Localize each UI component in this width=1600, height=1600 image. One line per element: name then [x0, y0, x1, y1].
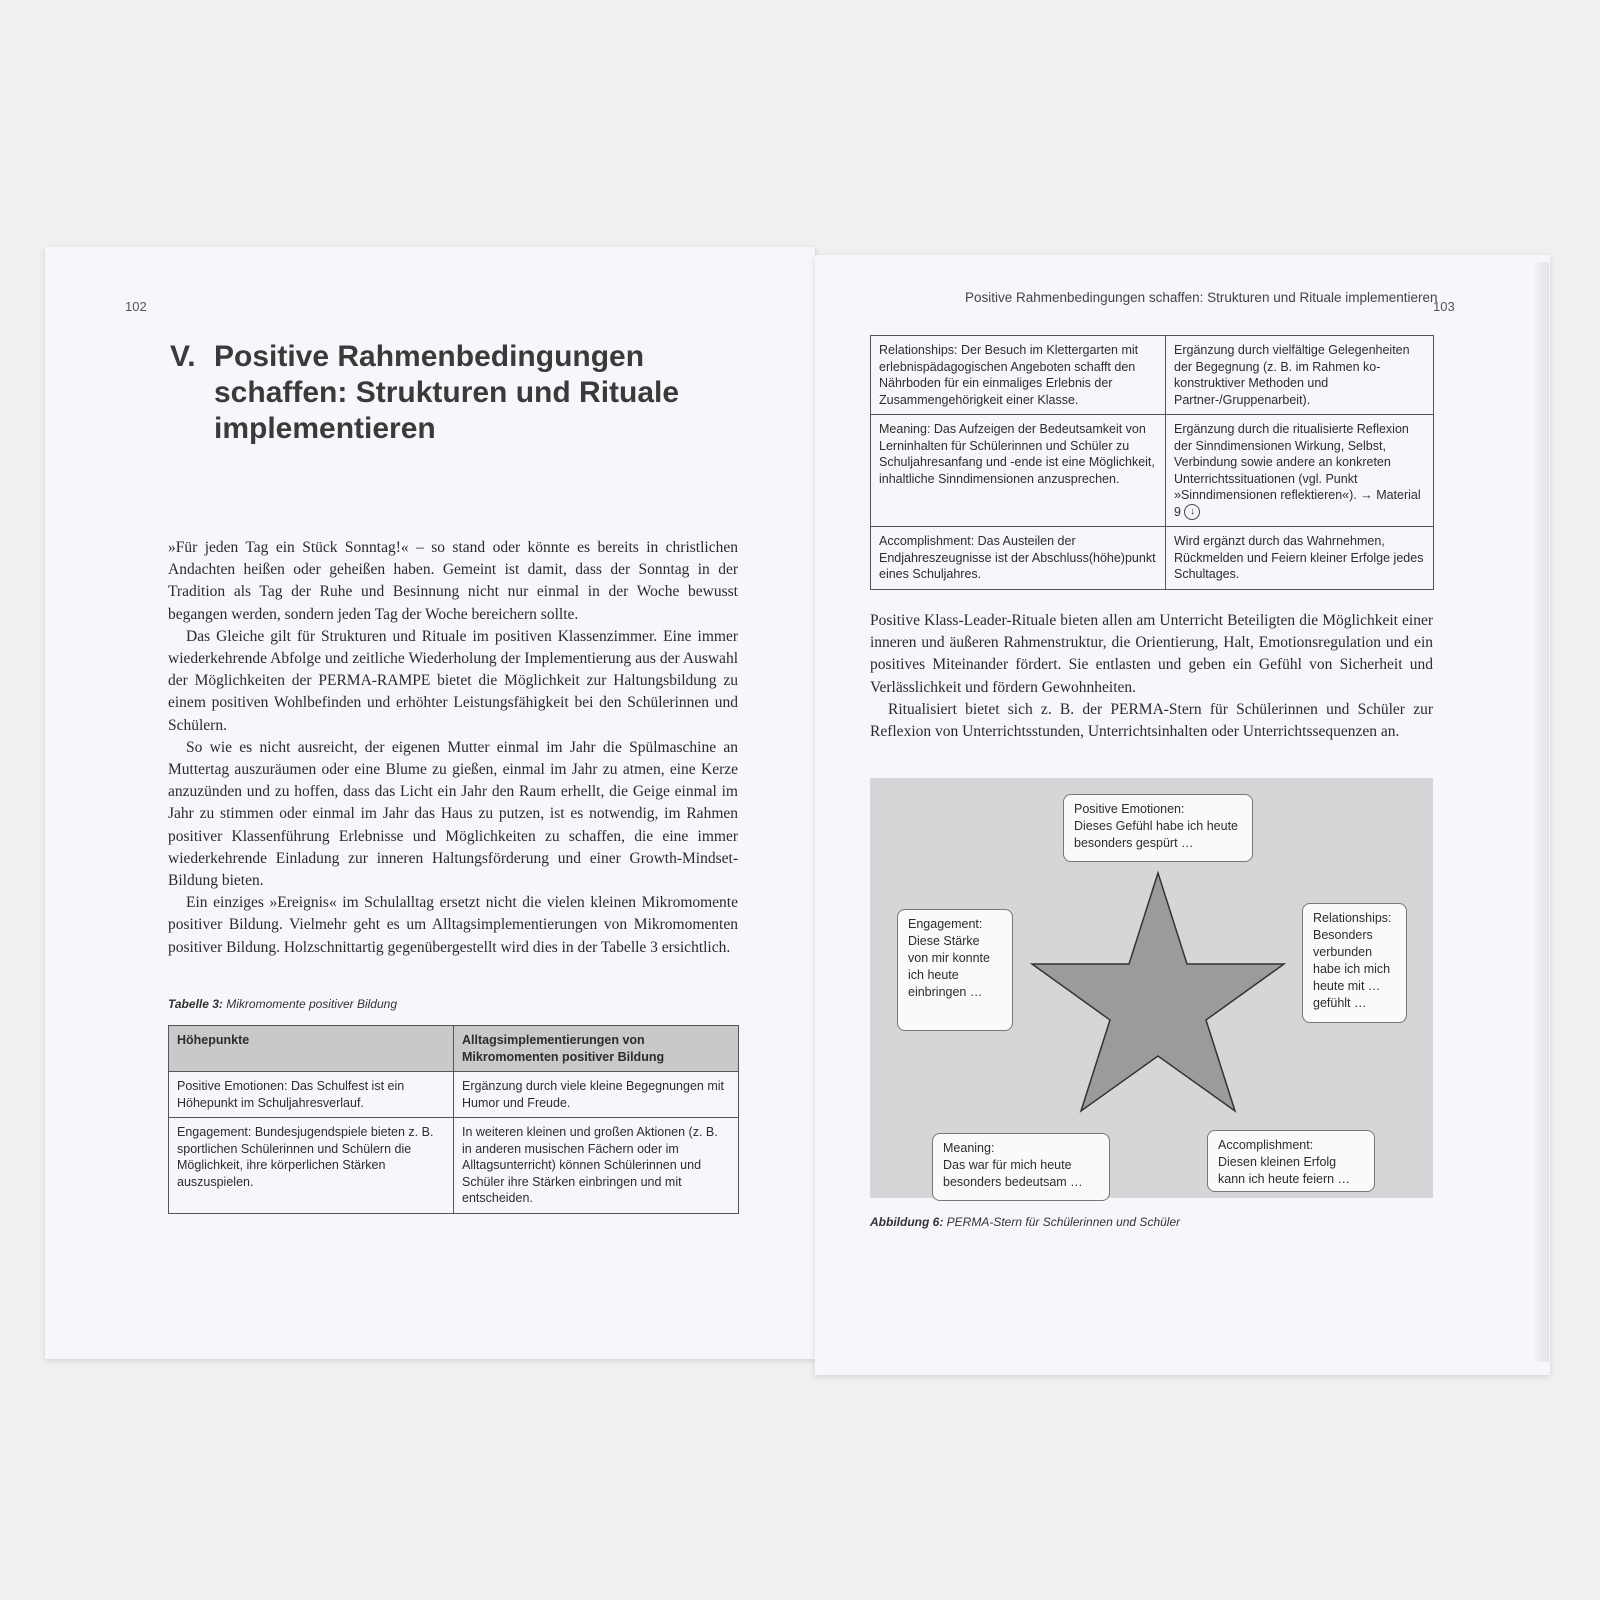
- page-edge-right: [1535, 262, 1549, 1362]
- table-header-row: [169, 1026, 739, 1072]
- paragraph: »Für jeden Tag ein Stück Sonntag!« – so stand oder könnte es bereits in christlichen Andachten heißen oder geheißen haben. Gemeint ist damit, dass der Sonntag in der Tradition als Tag der Ruhe und Besinnung nicht nur einmal in der Woche bewusst begangen werden, sondern jeden Tag der Woche bereichern sollte.: [168, 539, 738, 623]
- page-number-right: 103: [1433, 299, 1455, 314]
- table-cell: Relationships: Der Besuch im Klettergarten mit erlebnispädagogischen Angeboten schafft den Nährboden für ein einmaliges Erlebnis der Zusammengehörigkeit einer Klasse.: [871, 336, 1166, 415]
- bubble-accomplishment: [1207, 1130, 1375, 1192]
- table-row: [169, 1072, 739, 1118]
- paragraph: So wie es nicht ausreicht, der eigenen Mutter einmal im Jahr die Spülmaschine an Muttertag auszuräumen oder eine Blume zu gießen, einmal im Jahr zu atmen, eine Kerze anzuzünden und zu hoffen, dass das Licht ein Jahr den Raum erhellt, die Geige einmal im Jahr zu stimmen oder einmal im Jahr das Haus zu putzen, ist es notwendig, im Rahmen positiver Klassenführung Erlebnisse und Möglichkeiten zu schaffen, die eine immer wiederkehrende Einladung zur inneren Haltungsförderung und einer Growth-Mindset-Bildung bieten.: [168, 738, 738, 890]
- table-caption-label: Tabelle 3:: [168, 997, 223, 1011]
- table-cell: [1166, 415, 1434, 527]
- table-header: Höhepunkte: [169, 1026, 454, 1072]
- paragraph: Ritualisiert bietet sich z. B. der PERMA-Stern für Schülerinnen und Schüler zur Reflexion von Unterrichtsstunden, Unterrichtsinhalten oder Unterrichtssequenzen an.: [870, 700, 1433, 741]
- perma-star-figure: [870, 778, 1433, 1198]
- bubble-meaning: [932, 1133, 1110, 1201]
- table-caption-text: Mikromomente positiver Bildung: [226, 997, 398, 1011]
- star-shape: [1032, 873, 1284, 1111]
- table-row: [169, 1118, 739, 1214]
- table-cell: Engagement: Bundesjugendspiele bieten z. B. sportlichen Schülerinnen und Schülern die Möglichkeit, ihre körperlichen Stärken auszuspielen.: [169, 1118, 454, 1214]
- right-page: [815, 255, 1550, 1375]
- bubble-positive-emotions: [1063, 794, 1253, 862]
- bubble-label: Engagement:: [908, 917, 983, 931]
- bubble-text: Besonders verbunden habe ich mich heute mit … gefühlt …: [1313, 928, 1391, 1010]
- table-cell: Ergänzung durch vielfältige Gelegenheiten der Begegnung (z. B. im Rahmen ko-konstruktiver Methoden und Partner-/Gruppenarbeit).: [1166, 336, 1434, 415]
- table-cell: Ergänzung durch viele kleine Begegnungen mit Humor und Freude.: [454, 1072, 739, 1118]
- chapter-heading: [170, 339, 730, 447]
- download-icon[interactable]: ↓: [1184, 504, 1200, 520]
- bubble-text: Diesen kleinen Erfolg kann ich heute feiern …: [1218, 1155, 1351, 1186]
- figure-caption-text: PERMA-Stern für Schülerinnen und Schüler: [946, 1215, 1181, 1229]
- bubble-text: Dieses Gefühl habe ich heute besonders gespürt …: [1074, 819, 1238, 850]
- left-body-text: [168, 537, 738, 959]
- table-cell: Meaning: Das Aufzeigen der Bedeutsamkeit von Lerninhalten für Schülerinnen und Schüler zu Schuljahresanfang und -ende ist eine Möglichkeit, inhaltliche Sinndimensionen anzusprechen.: [871, 415, 1166, 527]
- table-cell: Wird ergänzt durch das Wahrnehmen, Rückmelden und Feiern kleiner Erfolge jedes Schultages.: [1166, 527, 1434, 590]
- table-row: [871, 527, 1434, 590]
- table-cell: Positive Emotionen: Das Schulfest ist ein Höhepunkt im Schuljahresverlauf.: [169, 1072, 454, 1118]
- table-row: [871, 336, 1434, 415]
- table-row: [871, 415, 1434, 527]
- table-cell: In weiteren kleinen und großen Aktionen (z. B. in anderen musischen Fächern oder im Alltagsunterricht) können Schülerinnen und Schüler ihre Stärken einbringen und mit entscheiden.: [454, 1118, 739, 1214]
- table-header: Alltagsimplementierungen von Mikromomenten positiver Bildung: [454, 1026, 739, 1072]
- left-page: [45, 247, 816, 1359]
- paragraph: Positive Klass-Leader-Rituale bieten allen am Unterricht Beteiligten die Möglichkeit einer inneren und äußeren Rahmenstruktur, die Orientierung, Halt, Emotionsregulation und ein positives Miteinander fördert. Sie entlasten und geben ein Gefühl von Sicherheit und Verlässlichkeit und fördern Gewohnheiten.: [870, 612, 1433, 696]
- page-number-left: 102: [125, 299, 147, 314]
- table-caption: [168, 997, 397, 1011]
- table-cell-text: Ergänzung durch die ritualisierte Reflexion der Sinndimensionen Wirkung, Selbst, Verbindung sowie andere an konkreten Unterrichtssituationen (vgl. Punkt »Sinndimensionen reflektieren«). → Material 9: [1174, 422, 1421, 519]
- table-cell: Accomplishment: Das Austeilen der Endjahreszeugnisse ist der Abschluss(höhe)punkt eines Schuljahres.: [871, 527, 1166, 590]
- figure-caption: [870, 1215, 1180, 1229]
- bubble-text: Diese Stärke von mir konnte ich heute einbringen …: [908, 934, 990, 999]
- bubble-label: Meaning:: [943, 1141, 995, 1155]
- paragraph: Das Gleiche gilt für Strukturen und Rituale im positiven Klassenzimmer. Eine immer wiederkehrende Abfolge und zeitliche Wiederholung der Implementierung aus der Auswahl der Möglichkeiten der PERMA-RAMPE bietet die Möglichkeit zur Haltungsbildung zu einem positiven Wohlbefinden und erhöhter Leistungsfähigkeit bei den Schülerinnen und Schülern.: [168, 627, 738, 734]
- bubble-engagement: [897, 909, 1013, 1031]
- bubble-label: Relationships:: [1313, 911, 1392, 925]
- bubble-relationships: [1302, 903, 1407, 1023]
- paragraph: Ein einziges »Ereignis« im Schulalltag ersetzt nicht die vielen kleinen Mikromomente positiver Bildung. Vielmehr geht es um Alltagsimplementierungen von Mikromomenten positiver Bildung. Holzschnittartig gegenübergestellt wird dies in der Tabelle 3 ersichtlich.: [168, 894, 738, 956]
- bubble-label: Accomplishment:: [1218, 1138, 1314, 1152]
- table-continued: [870, 335, 1434, 590]
- chapter-title: Positive Rahmenbedingungen schaffen: Strukturen und Rituale implementieren: [214, 340, 680, 445]
- running-head: Positive Rahmenbedingungen schaffen: Strukturen und Rituale implementieren: [965, 290, 1438, 305]
- table-mikromomente: [168, 1025, 739, 1214]
- right-body-text: [870, 610, 1433, 743]
- bubble-label: Positive Emotionen:: [1074, 802, 1185, 816]
- chapter-number: V.: [170, 340, 196, 373]
- bubble-text: Das war für mich heute besonders bedeutsam …: [943, 1158, 1083, 1189]
- figure-caption-label: Abbildung 6:: [870, 1215, 944, 1229]
